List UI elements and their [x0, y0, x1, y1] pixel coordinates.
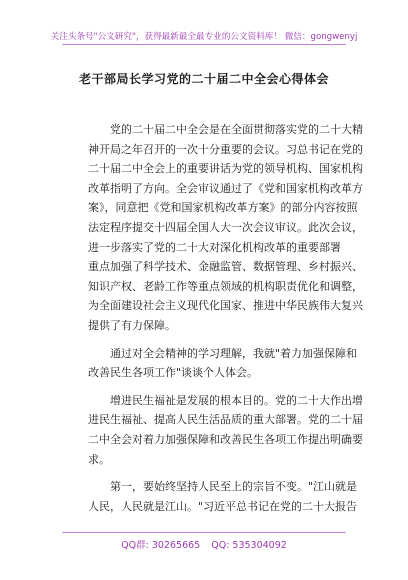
paragraph-3-line: 进民生福祉、提高人民生活品质的重大部署。党的二十届 — [88, 413, 363, 427]
document-title: 老干部局长学习党的二十届二中全会心得体会 — [78, 72, 329, 86]
paragraph-1-line: 法定程序提交十四届全国人大一次会议审议。此次会议， — [88, 220, 363, 234]
paragraph-1-line: 改革指明了方向。全会审议通过了《党和国家机构改革方 — [88, 181, 363, 195]
paragraph-2-line: 改善民生各项工作"谈谈个人体会。 — [88, 366, 259, 380]
header-note: 关注头条号"公文研究"，获得最新最全最专业的公文资料库！ 微信：gongwenyj — [50, 32, 358, 42]
footer-qq: QQ: 535304092 — [211, 540, 287, 551]
footer — [0, 537, 408, 551]
paragraph-3-line: 求。 — [88, 452, 110, 466]
paragraph-4-line: 第一，要始终坚持人民至上的宗旨不变。"江山就是 — [110, 480, 358, 494]
header-divider — [62, 44, 346, 45]
paragraph-3-line: 二中全会对着力加强保障和改善民生各项工作提出明确要 — [88, 432, 363, 446]
paragraph-3-line: 增进民生福祉是发展的根本目的。党的二十大作出增 — [110, 393, 363, 407]
paragraph-1-line: 进一步落实了党的二十大对深化机构改革的重要部署 — [88, 240, 341, 254]
footer-divider — [62, 532, 346, 533]
paragraph-1-line: 神开局之年召开的一次十分重要的会议。习总书记在党的 — [88, 142, 363, 156]
footer-qq-group: QQ群: 30265665 — [121, 540, 201, 551]
paragraph-1-line: 二十届二中全会上的重要讲话为党的领导机构、国家机构 — [88, 162, 363, 176]
paragraph-4-line: 人民，人民就是江山。"习近平总书记在党的二十大报告 — [88, 499, 358, 513]
document-body — [88, 120, 363, 516]
paragraph-1-line: 案》，同意把《党和国家机构改革方案》的部分内容按照 — [88, 201, 358, 215]
paragraph-1-line: 党的二十届二中全会是在全面贯彻落实党的二十大精 — [110, 123, 363, 136]
paragraph-1-line: 重点加强了科学技术、金融监管、数据管理、乡村振兴、 — [88, 260, 363, 274]
paragraph-1-line: 提供了有力保障。 — [88, 318, 176, 332]
paragraph-1-line: 为全面建设社会主义现代化国家、推进中华民族伟大复兴 — [88, 299, 363, 313]
paragraph-2-line: 通过对全会精神的学习理解，我就"着力加强保障和 — [110, 346, 358, 360]
paragraph-1-line: 知识产权、老龄工作等重点领域的机构职责优化和调整， — [88, 279, 363, 293]
